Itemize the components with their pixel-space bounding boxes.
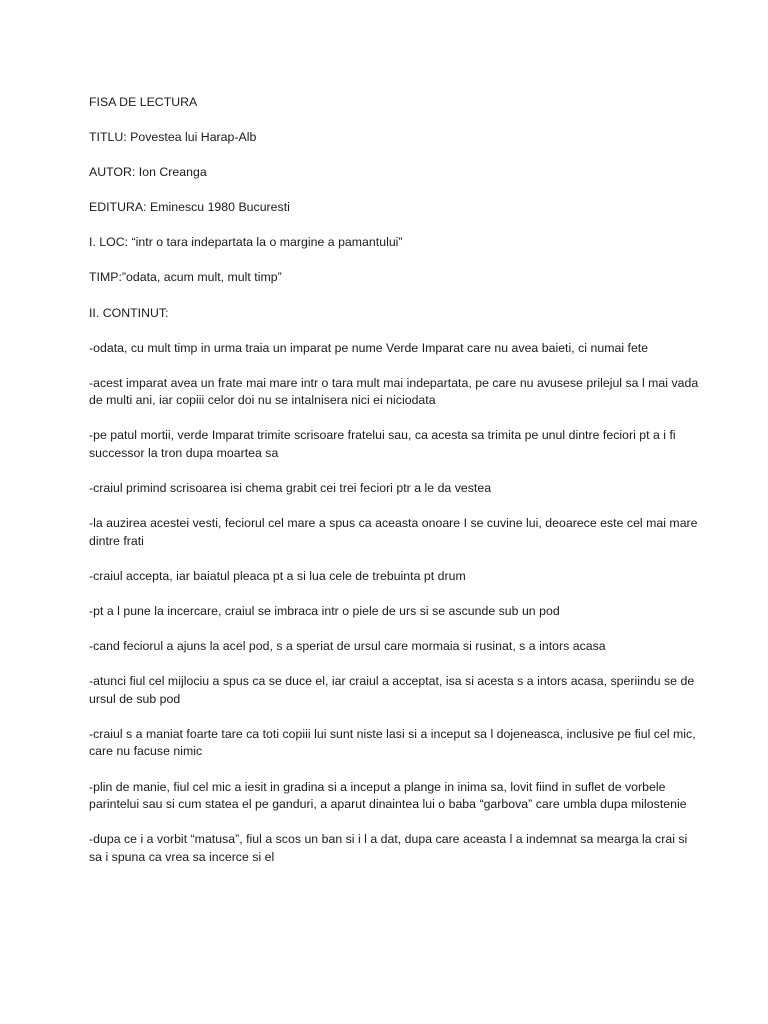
content-paragraph: -craiul accepta, iar baiatul pleaca pt a si lua cele de trebuinta pt drum xyxy=(89,568,466,583)
content-paragraph: -craiul s a maniat foarte tare ca toti copiii lui sunt niste lasi si a inceput sa l dojeneasca, inclusive pe fiul cel mic, care nu facuse nimic xyxy=(89,726,696,759)
content-paragraph: -pt a l pune la incercare, craiul se imbraca intr o piele de urs si se ascunde sub un pod xyxy=(89,604,560,618)
title-line: TITLU: Povestea lui Harap-Alb xyxy=(89,130,257,145)
place-line: I. LOC: “intr o tara indepartata la o margine a pamantului” xyxy=(89,235,403,250)
content-paragraph: -acest imparat avea un frate mai mare intr o tara mult mai indepartata, pe care nu avusese prilejul sa l mai vada de multi ani, iar copiii celor doi nu se intalnisera nici ei niciodata xyxy=(89,375,699,408)
publisher-line: EDITURA: Eminescu 1980 Bucuresti xyxy=(89,200,290,215)
content-paragraph: -craiul primind scrisoarea isi chema grabit cei trei feciori ptr a le da vestea xyxy=(89,481,492,496)
content-paragraph: -pe patul mortii, verde Imparat trimite scrisoare fratelui sau, ca acesta sa trimita pe unul dintre feciori pt a i fi successor la tron dupa moartea sa xyxy=(89,428,676,461)
content-paragraph: -dupa ce i a vorbit “matusa”, fiul a scos un ban si i l a dat, dupa care aceasta l a indemnat sa mearga la crai si sa i spuna ca vrea sa incerce si el xyxy=(89,832,688,864)
content-paragraph: -odata, cu mult timp in urma traia un imparat pe nume Verde Imparat care nu avea baieti, ci numai fete xyxy=(89,340,649,355)
content-paragraph: -plin de manie, fiul cel mic a iesit in gradina si a inceput a plange in inima sa, lovit fiind in suflet de vorbele parintelui sau si cum statea el pe ganduri, a aparut dinaintea lui o baba “garbova” care umbla dupa milostenie xyxy=(89,779,687,812)
content-paragraph: -la auzirea acestei vesti, feciorul cel mare a spus ca aceasta onoare I se cuvine lui, deoarece este cel mai mare dintre frati xyxy=(89,516,698,548)
time-line: TIMP:”odata, acum mult, mult timp” xyxy=(89,270,282,285)
content-paragraph: -cand feciorul a ajuns la acel pod, s a speriat de ursul care mormaia si rusinat, s a intors acasa xyxy=(89,639,606,654)
author-line: AUTOR: Ion Creanga xyxy=(89,165,207,180)
document-heading: FISA DE LECTURA xyxy=(89,95,198,109)
content-paragraph: -atunci fiul cel mijlociu a spus ca se duce el, iar craiul a acceptat, isa si acesta s a intors acasa, speriindu se de ursul de sub pod xyxy=(89,674,695,706)
document-page xyxy=(89,94,699,884)
content-heading: II. CONTINUT: xyxy=(89,305,169,320)
